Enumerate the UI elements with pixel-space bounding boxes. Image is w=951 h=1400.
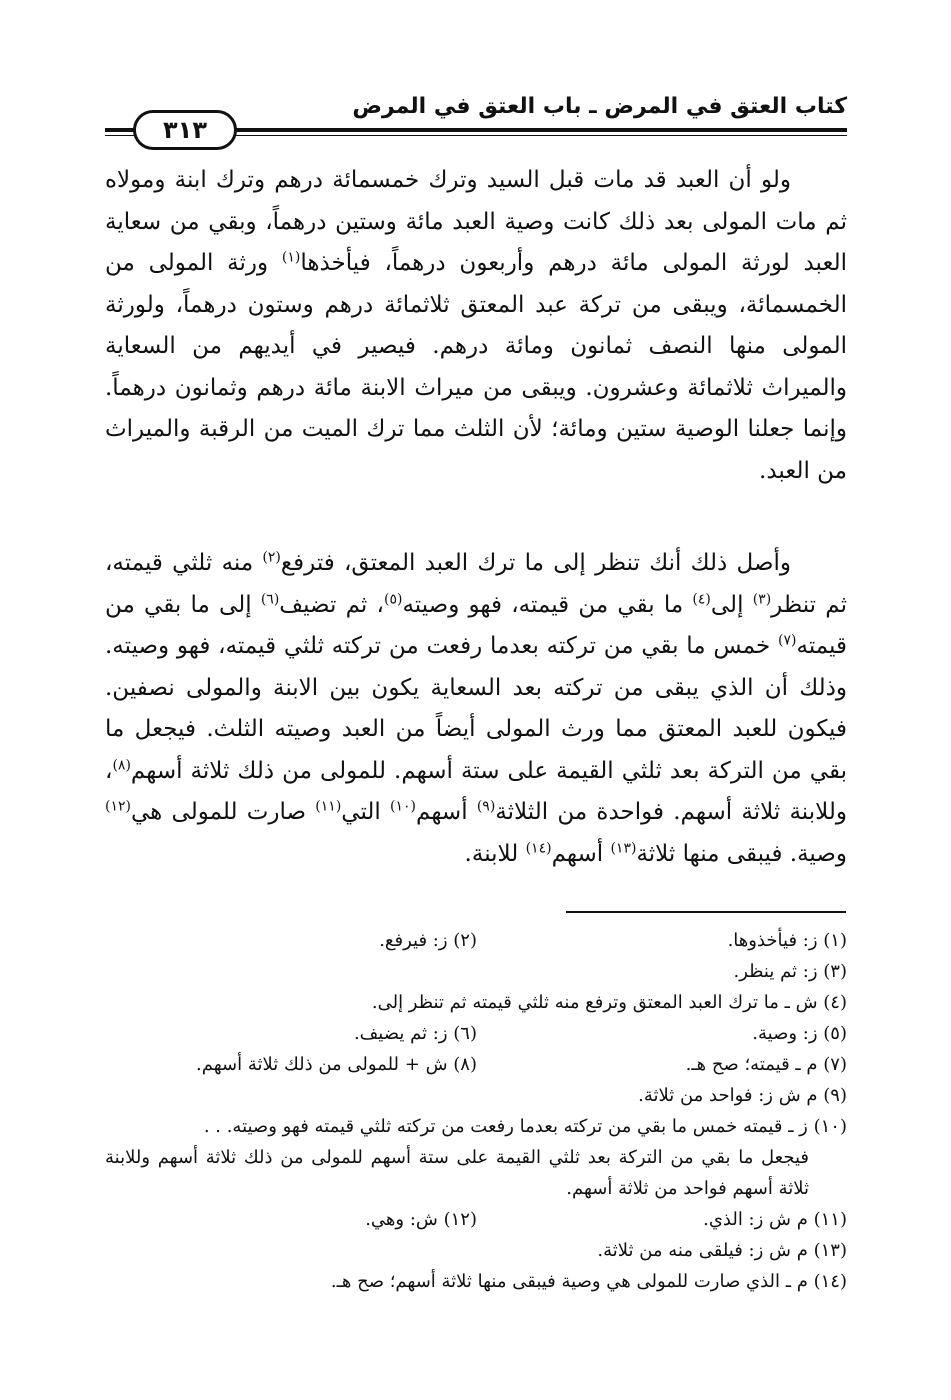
paragraph-1 — [105, 160, 847, 492]
footnote-ref: (١١) — [315, 798, 342, 815]
text-run: للابنة. — [464, 840, 526, 867]
text-run: أسهم — [416, 799, 477, 825]
running-title: كتاب العتق في المرض ـ باب العتق في المرض — [352, 94, 847, 119]
footnote-row — [105, 1018, 847, 1049]
footnote-4: (٤) ش ـ ما ترك العبد المعتق وترفع منه ثلثي قيمته ثم تنظر إلى. — [371, 992, 847, 1013]
text-run: ولو أن العبد قد مات قبل السيد وترك خمسمائة درهم وترك ابنة ومولاه ثم مات المولى بعد ذلك كانت وصية العبد مائة وستين درهماً، وبقي من سعاية العبد لورثة المولى مائة درهم وأربعون درهماً، فيأخذها — [105, 167, 847, 276]
footnote-ref: (١٤) — [525, 839, 552, 856]
footnote-10-continuation: فيجعل ما بقي من التركة بعد ثلثي القيمة على ستة أسهم للمولى من ذلك ثلاثة أسهم وللابنة ثلاثة أسهم فواحد من ثلاثة أسهم. — [105, 1147, 809, 1199]
page-header — [105, 92, 847, 147]
text-run: ما بقي من قيمته، فهو وصيته — [402, 591, 693, 618]
text-run: إلى — [710, 591, 753, 618]
footnote-1: (١) ز: فيأخذوها. — [727, 930, 847, 951]
footnotes — [105, 925, 847, 1297]
footnote-5: (٥) ز: وصية. — [752, 1023, 847, 1044]
footnote-9: (٩) م ش ز: فواحد من ثلاثة. — [638, 1085, 847, 1106]
page-number: ٣١٣ — [133, 110, 237, 150]
text-run: ، وللابنة ثلاثة أسهم. فواحدة من الثلاثة — [105, 757, 847, 825]
footnote-12: (١٢) ش: وهي. — [365, 1209, 477, 1230]
text-run: وأصل ذلك أنك تنظر إلى ما ترك العبد المعتق، فترفع — [280, 550, 792, 576]
footnote-14: (١٤) م ـ الذي صارت للمولى هي وصية فيبقى منها ثلاثة أسهم؛ صح هـ. — [330, 1271, 847, 1292]
footnote-7: (٧) م ـ قيمته؛ صح هـ. — [685, 1054, 847, 1075]
footnote-ref: (٧) — [778, 632, 797, 649]
footnote-ref: (٦) — [260, 590, 280, 607]
text-run: خمس ما بقي من تركته بعدما رفعت من تركته ثلثي قيمته، فهو وصيته. وذلك أن الذي يبقى من تركته بعد السعاية يكون بين الابنة والمولى نصفين. فيكون للعبد المعتق مما ورث المولى أيضاً من العبد وصيته الثلث. فيجعل ما بقي من التركة بعد ثلثي القيمة على ستة أسهم. للمولى من ذلك ثلاثة أسهم — [105, 633, 847, 784]
footnote-10 — [105, 1111, 847, 1204]
footnote-ref: (٨) — [112, 756, 131, 773]
footnote-8: (٨) ش + للمولى من ذلك ثلاثة أسهم. — [196, 1054, 477, 1075]
footnote-ref: (٢) — [262, 549, 281, 566]
paragraph-2 — [105, 543, 847, 875]
footnote-row — [105, 925, 847, 956]
footnote-ref: (١٠) — [390, 798, 417, 815]
footnote-row — [105, 1266, 847, 1297]
footnote-row — [105, 987, 847, 1018]
footnote-6: (٦) ز: ثم يضيف. — [353, 1023, 477, 1044]
footnote-row — [105, 1235, 847, 1266]
footnote-row — [105, 1049, 847, 1080]
footnote-ref: (١) — [281, 249, 301, 266]
footnote-ref: (١٢) — [105, 798, 131, 815]
text-run: صارت للمولى هي — [130, 799, 316, 825]
text-run: إلى ما بقي من قيمته — [105, 591, 847, 659]
text-run: وصية. فيبقى منها ثلاثة — [636, 840, 847, 867]
paragraph-2-text — [105, 543, 847, 875]
footnote-ref: (٣) — [752, 590, 772, 607]
text-run: ورثة المولى من الخمسمائة، ويبقى من تركة عبد المعتق ثلاثمائة درهم وستون درهماً، ولورثة المولى منها النصف ثمانون ومائة درهم. فيصير في أيديهم من السعاية والميراث ثلاثمائة وعشرون. ويبقى من ميراث الابنة مائة درهم وثمانون درهماً. وإنما جعلنا الوصية ستين ومائة؛ لأن الثلث مما ترك الميت من الرقبة والميراث من العبد. — [105, 250, 847, 484]
footnote-ref: (١٣) — [610, 839, 637, 856]
footnote-row — [105, 956, 847, 987]
text-run: أسهم — [551, 840, 611, 867]
text-run: التي — [341, 799, 391, 825]
footnote-13: (١٣) م ش ز: فيلقى منه من ثلاثة. — [597, 1240, 847, 1261]
footnote-2: (٢) ز: فيرفع. — [379, 930, 477, 951]
footnote-11: (١١) م ش ز: الذي. — [703, 1209, 847, 1230]
footnote-ref: (٤) — [692, 590, 711, 607]
paragraph-1-text — [105, 160, 847, 492]
footnote-ref: (٥) — [383, 590, 403, 607]
text-run: ، ثم تضيف — [279, 591, 384, 618]
footnote-3: (٣) ز: ثم ينظر. — [733, 961, 847, 982]
footnote-row — [105, 1080, 847, 1111]
footnote-row — [105, 1204, 847, 1235]
text-run: منه ثلثي قيمته، ثم تنظر — [105, 550, 847, 618]
footnote-separator — [566, 911, 846, 913]
footnote-ref: (٩) — [476, 798, 496, 815]
footnote-10-line-1: (١٠) ز ـ قيمته خمس ما بقي من تركته بعدما رفعت من تركته ثلثي قيمته فهو وصيته. . . — [203, 1116, 847, 1137]
